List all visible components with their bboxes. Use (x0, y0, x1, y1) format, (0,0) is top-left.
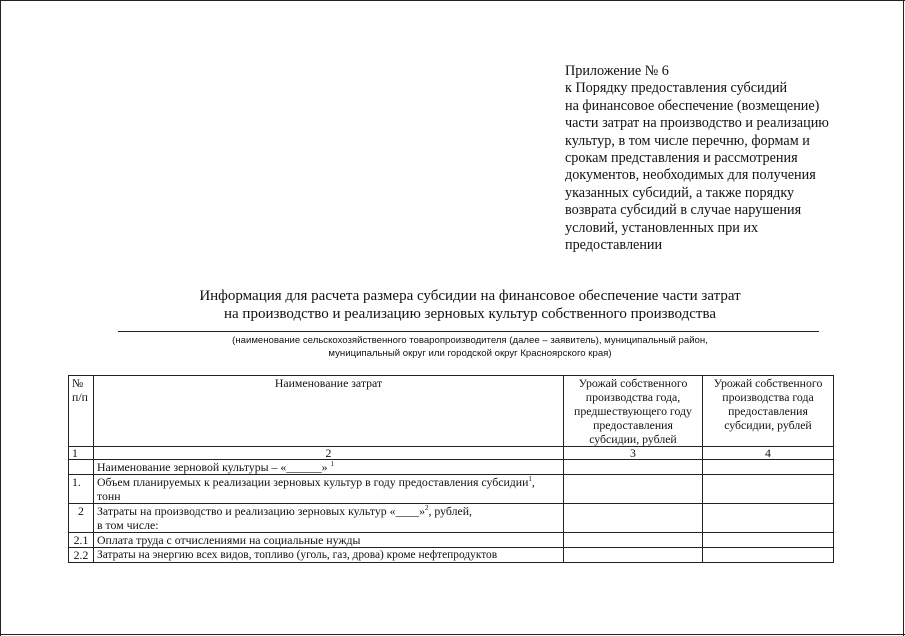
caption-line-1: (наименование сельскохозяйственного товаропроизводителя (далее – заявитель), муниципальный район, (232, 335, 708, 346)
value-cur-cell[interactable] (703, 533, 834, 548)
value-prev-cell[interactable] (564, 475, 703, 504)
value-prev-cell[interactable] (564, 548, 703, 563)
table-row (69, 475, 834, 504)
row-name-text: Наименование зерновой культуры – «______» (97, 460, 331, 474)
header-prev-year: Урожай собственного производства года, предшествующего году предоставления субсидии, рублей (564, 376, 703, 447)
appendix-note (565, 63, 865, 254)
footnote-mark: 1 (528, 475, 532, 484)
header-current-year: Урожай собственного производства года предоставления субсидии, рублей (703, 376, 834, 447)
appendix-line: части затрат на производство и реализацию (565, 115, 829, 132)
appendix-line: на финансовое обеспечение (возмещение) (565, 97, 820, 114)
column-index: 4 (703, 447, 834, 460)
appendix-line: предоставлении (565, 237, 663, 254)
footnote-mark: 1 (330, 460, 335, 469)
table-header-row (69, 376, 834, 447)
row-num (69, 460, 94, 475)
row-name (94, 475, 564, 504)
scan-edge-right (903, 0, 904, 636)
footnote-mark: 2 (424, 504, 429, 513)
costs-table (68, 375, 834, 563)
value-cur-cell[interactable] (703, 475, 834, 504)
appendix-line: документов, необходимых для получения (565, 167, 816, 184)
table-row (69, 548, 834, 563)
appendix-line: условий, установленных при их (565, 219, 759, 236)
row-num: 1. (69, 475, 94, 504)
row-name: Оплата труда с отчислениями на социальные нужды (94, 533, 564, 548)
appendix-line: указанных субсидий, а также порядку (565, 184, 795, 201)
header-name: Наименование затрат (94, 376, 564, 447)
row-num: 2.1 (69, 533, 94, 548)
title-line-1: Информация для расчета размера субсидии на финансовое обеспечение части затрат (199, 288, 741, 304)
caption-line-2: муниципальный округ или городской округ Красноярского края) (328, 347, 612, 359)
appendix-line: к Порядку предоставления субсидий (565, 80, 788, 97)
appendix-line: возврата субсидий в случае нарушения (565, 202, 802, 219)
table-row (69, 504, 834, 533)
row-name-suffix: , рублей, в том числе: (97, 504, 472, 532)
header-num: № п/п (69, 376, 94, 447)
scan-edge-left (0, 0, 1, 636)
row-name: Затраты на энергию всех видов, топливо (уголь, газ, дрова) кроме нефтепродуктов (94, 548, 564, 563)
value-prev-cell[interactable] (564, 533, 703, 548)
title-line-2: на производство и реализацию зерновых культур собственного производства (223, 306, 716, 322)
applicant-caption (120, 335, 820, 360)
table-row (69, 460, 834, 475)
row-name-suffix: , тонн (97, 475, 535, 503)
row-num: 2 (69, 504, 94, 533)
scan-edge-bottom (0, 634, 905, 635)
row-name-text: Объем планируемых к реализации зерновых культур в году предоставления субсидии (97, 475, 529, 489)
value-prev-cell[interactable] (564, 460, 703, 475)
row-name-text: Затраты на производство и реализацию зерновых культур «____» (97, 504, 425, 518)
document-title (120, 287, 820, 323)
value-cur-cell[interactable] (703, 504, 834, 533)
row-name (94, 504, 564, 533)
appendix-line: Приложение № 6 (565, 63, 669, 79)
column-index-row (69, 447, 834, 460)
column-index: 1 (69, 447, 94, 460)
applicant-name-line (118, 331, 819, 332)
appendix-line: срокам представления и рассмотрения (565, 150, 798, 167)
column-index: 3 (564, 447, 703, 460)
row-num: 2.2 (69, 548, 94, 563)
appendix-line: культур, в том числе перечню, формам и (565, 132, 810, 149)
table-row (69, 533, 834, 548)
value-cur-cell[interactable] (703, 460, 834, 475)
row-name (94, 460, 564, 475)
column-index: 2 (94, 447, 564, 460)
value-prev-cell[interactable] (564, 504, 703, 533)
value-cur-cell[interactable] (703, 548, 834, 563)
scan-edge-top (0, 0, 905, 1)
